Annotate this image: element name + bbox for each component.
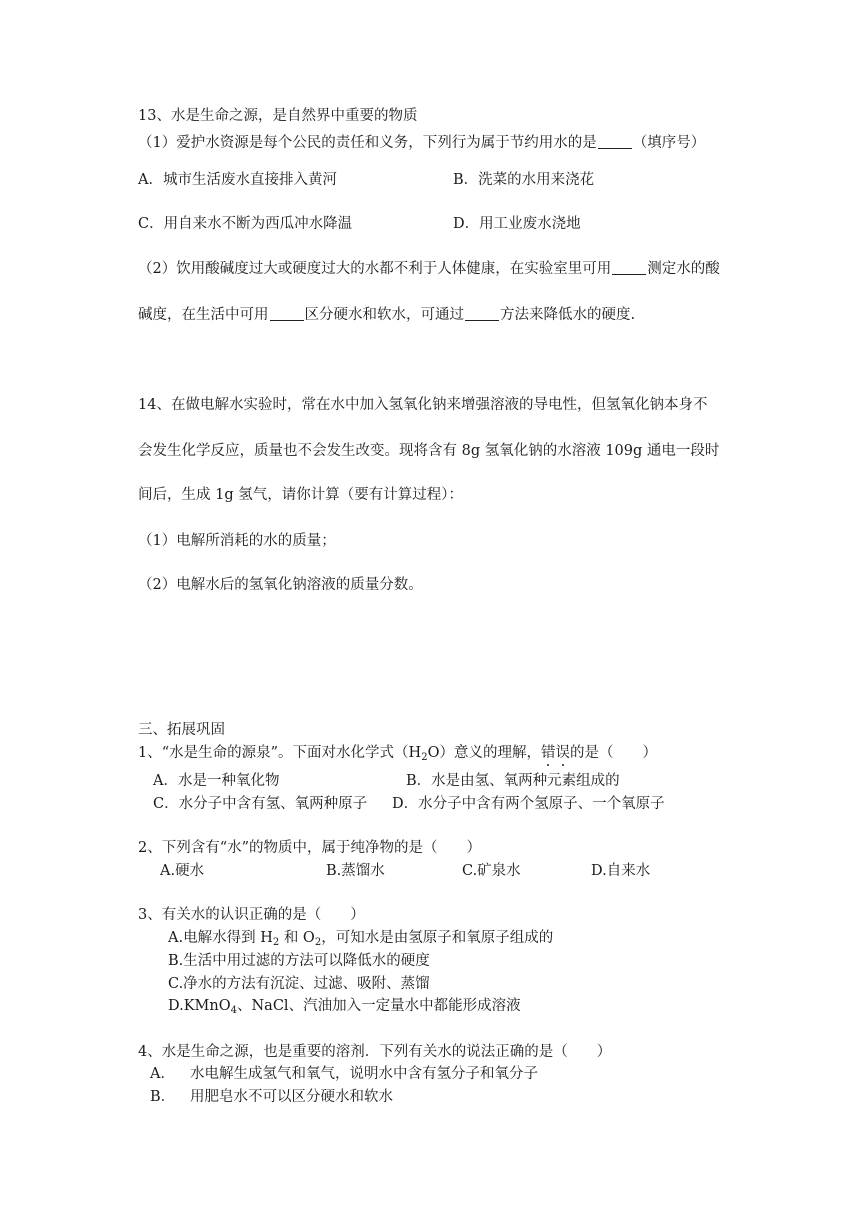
q13-part1-text: （1）爱护水资源是每个公民的责任和义务，下列行为属于节约用水的是	[138, 135, 597, 151]
q13-part2-line2	[138, 305, 635, 325]
q1-stem-a: 1、“水是生命的源泉”。下面对水化学式（H	[138, 745, 422, 761]
q13-part2-blank-1	[612, 260, 646, 275]
q1-stem-b: O）意义的理解，	[427, 745, 541, 761]
q1-emphasis-2: 误	[555, 745, 570, 761]
q1-option-c: C．水分子中含有氢、氧两种原子	[153, 796, 368, 812]
q4-option-b-label: B．	[150, 1089, 176, 1105]
q1-stem	[138, 743, 657, 768]
q3-option-d-sub: 4	[230, 1005, 237, 1016]
q2-option-d: D.自来水	[591, 863, 651, 879]
q3-option-a-text-2: 和 O	[279, 930, 315, 946]
q13-part1	[138, 133, 705, 153]
q14-line1: 14、在做电解水实验时，常在水中加入氢氧化钠来增强溶液的导电性，但氢氧化钠本身不	[138, 397, 708, 413]
q13-part2-text-e: 方法来降低水的硬度.	[500, 307, 636, 323]
q3-option-a-sub-1: 2	[272, 937, 280, 948]
q2-stem: 2、下列含有“水”的物质中，属于纯净物的是（ ）	[138, 840, 482, 856]
q2-option-a: A.硬水	[160, 863, 205, 879]
section-title: 三、拓展巩固	[138, 722, 225, 738]
q13-part2-text-a: （2）饮用酸碱度过大或硬度过大的水都不利于人体健康，在实验室里可用	[138, 261, 612, 277]
q3-option-a-text-3: ，可知水是由氢原子和氧原子组成的	[321, 930, 554, 946]
q2-option-b: B.蒸馏水	[326, 863, 385, 879]
q4-option-a-label: A．	[150, 1066, 175, 1082]
q13-part2-text-c: 碱度，在生活中可用	[138, 307, 269, 323]
q3-stem: 3、有关水的认识正确的是（ ）	[138, 907, 365, 923]
q13-part2-text-b: 测定水的酸	[647, 261, 720, 277]
q3-option-a	[168, 928, 553, 953]
q13-option-c: C．用自来水不断为西瓜冲水降温	[138, 216, 353, 232]
q4-stem: 4、水是生命之源，也是重要的溶剂．下列有关水的说法正确的是（ ）	[138, 1044, 612, 1060]
q4-option-a-text: 水电解生成氢气和氧气，说明水中含有氢分子和氧分子	[190, 1066, 538, 1082]
q3-option-a-text-1: A.电解水得到 H	[168, 930, 273, 946]
q13-part2-line1	[138, 259, 720, 279]
q1-option-a: A．水是一种氧化物	[153, 773, 280, 789]
q3-option-d-text-1: D.KMnO	[168, 998, 231, 1014]
q13-option-a: A．城市生活废水直接排入黄河	[138, 172, 337, 188]
q3-option-d	[168, 996, 521, 1021]
q13-part1-suffix: （填序号）	[632, 135, 706, 151]
q13-title: 13、水是生命之源，是自然界中重要的物质	[138, 108, 418, 124]
q14-line3: 间后，生成 1g 氢气，请你计算（要有计算过程）：	[138, 487, 463, 503]
q3-option-b: B.生活中用过滤的方法可以降低水的硬度	[168, 953, 430, 969]
q13-option-b: B．洗菜的水用来浇花	[453, 172, 595, 188]
q1-stem-c: 的是（ ）	[569, 745, 657, 761]
q3-option-d-text-2: 、NaCl、汽油加入一定量水中都能形成溶液	[237, 998, 521, 1014]
q14-line2: 会发生化学反应，质量也不会发生改变。现将含有 8g 氢氧化钠的水溶液 109g 通电一段时	[138, 443, 720, 459]
q13-part2-text-d: 区分硬水和软水，可通过	[304, 307, 464, 323]
q3-option-c: C.净水的方法有沉淀、过滤、吸附、蒸馏	[168, 976, 430, 992]
q14-sub2: （2）电解水后的氢氧化钠溶液的质量分数。	[138, 577, 423, 593]
q2-option-c: C.矿泉水	[462, 863, 521, 879]
q13-part1-blank	[598, 134, 632, 149]
q13-part2-blank-2	[270, 306, 304, 321]
q3-option-a-sub-2: 2	[314, 937, 322, 948]
q4-option-b-text: 用肥皂水不可以区分硬水和软水	[190, 1089, 393, 1105]
q14-sub1: （1）电解所消耗的水的质量；	[138, 533, 336, 549]
q1-option-d: D．水分子中含有两个氢原子、一个氧原子	[392, 796, 665, 812]
q1-stem-subscript: 2	[421, 752, 428, 763]
q13-option-d: D．用工业废水浇地	[453, 216, 581, 232]
q13-part2-blank-3	[465, 306, 499, 321]
q1-option-b: B．水是由氢、氧两种元素组成的	[406, 773, 620, 789]
q1-emphasis-1: 错	[540, 745, 556, 761]
